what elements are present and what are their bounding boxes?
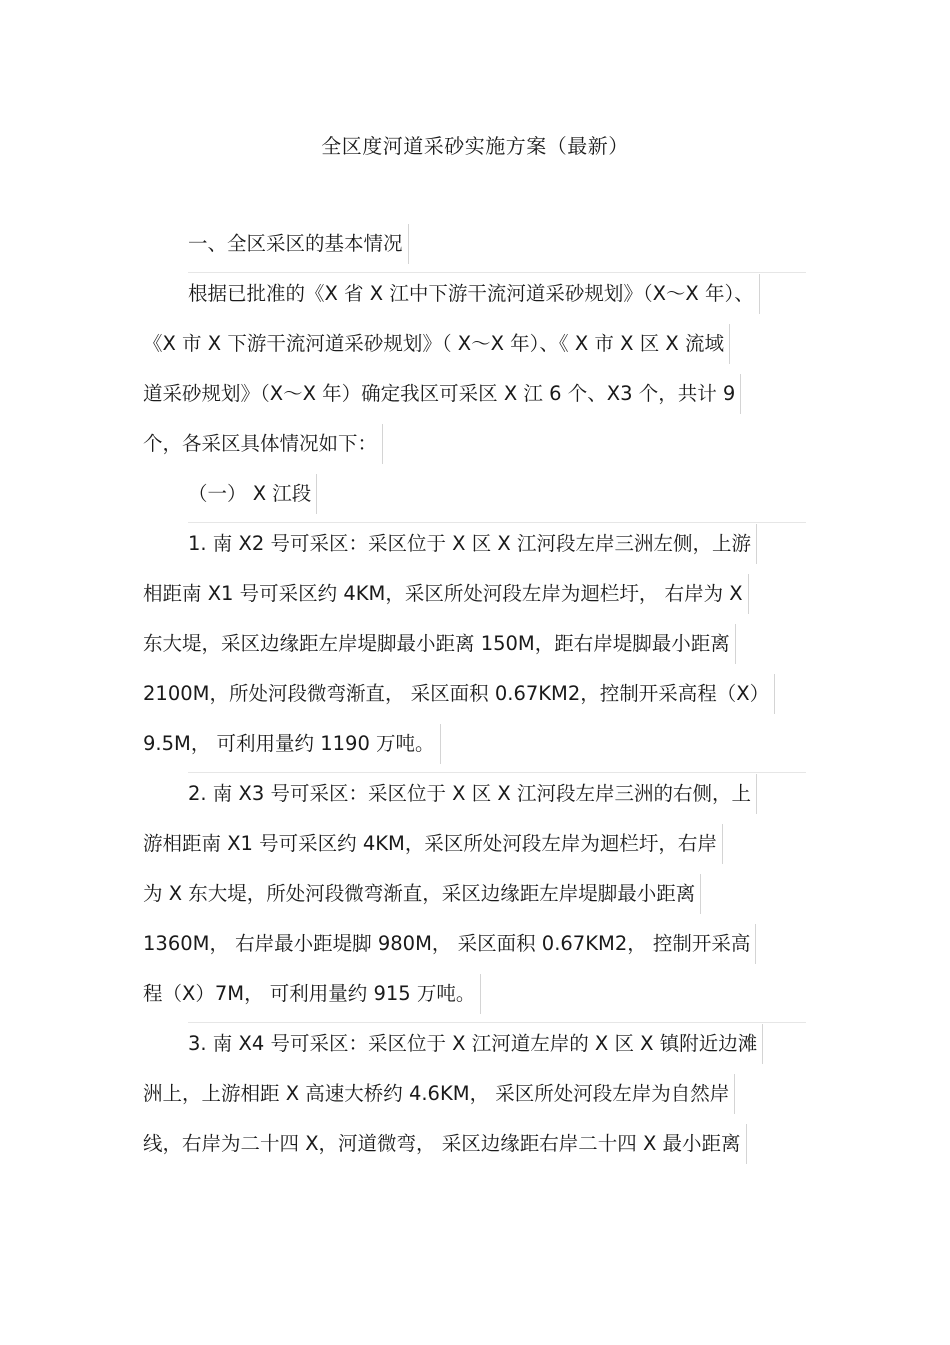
paragraph-line: 线，右岸为二十四 X，河道微弯， 采区边缘距右岸二十四 X 最小距离 <box>143 1130 743 1158</box>
subsection-heading: （一） X 江段 <box>188 480 313 508</box>
paragraph-line: 3. 南 X4 号可采区：采区位于 X 江河道左岸的 X 区 X 镇附近边滩 <box>188 1030 759 1058</box>
document-title: 全区度河道采砂实施方案（最新） <box>321 134 629 158</box>
paragraph-line: 个，各采区具体情况如下： <box>143 430 379 458</box>
paragraph-line: 1360M， 右岸最小距堤脚 980M， 采区面积 0.67KM2， 控制开采高 <box>143 930 752 958</box>
paragraph-line: 程（X）7M， 可利用量约 915 万吨。 <box>143 980 477 1008</box>
divider <box>188 772 806 773</box>
paragraph-line: 2. 南 X3 号可采区：采区位于 X 区 X 江河段左岸三洲的右侧，上 <box>188 780 753 808</box>
paragraph-line: 9.5M， 可利用量约 1190 万吨。 <box>143 730 437 758</box>
paragraph-line: 道采砂规划》（X～X 年）确定我区可采区 X 江 6 个、X3 个，共计 9 <box>143 380 737 408</box>
paragraph-line: 东大堤，采区边缘距左岸堤脚最小距离 150M，距右岸堤脚最小距离 <box>143 630 732 658</box>
paragraph-line: 相距南 X1 号可采区约 4KM，采区所处河段左岸为迴栏圩， 右岸为 X <box>143 580 745 608</box>
paragraph-line: 1. 南 X2 号可采区：采区位于 X 区 X 江河段左岸三洲左侧，上游 <box>188 530 753 558</box>
paragraph-line: 根据已批准的《X 省 X 江中下游干流河道采砂规划》（X～X 年）、 <box>188 280 756 308</box>
paragraph-line: 洲上，上游相距 X 高速大桥约 4.6KM， 采区所处河段左岸为自然岸 <box>143 1080 731 1108</box>
divider <box>188 1022 806 1023</box>
divider <box>188 272 806 273</box>
section-heading: 一、全区采区的基本情况 <box>188 230 405 258</box>
paragraph-line: 《X 市 X 下游干流河道采砂规划》（ X～X 年）、《 X 市 X 区 X 流域 <box>143 330 726 358</box>
paragraph-line: 为 X 东大堤，所处河段微弯渐直，采区边缘距左岸堤脚最小距离 <box>143 880 697 908</box>
divider <box>188 522 806 523</box>
paragraph-line: 2100M，所处河段微弯渐直， 采区面积 0.67KM2，控制开采高程（X） <box>143 680 771 708</box>
paragraph-line: 游相距南 X1 号可采区约 4KM，采区所处河段左岸为迴栏圩，右岸 <box>143 830 719 858</box>
